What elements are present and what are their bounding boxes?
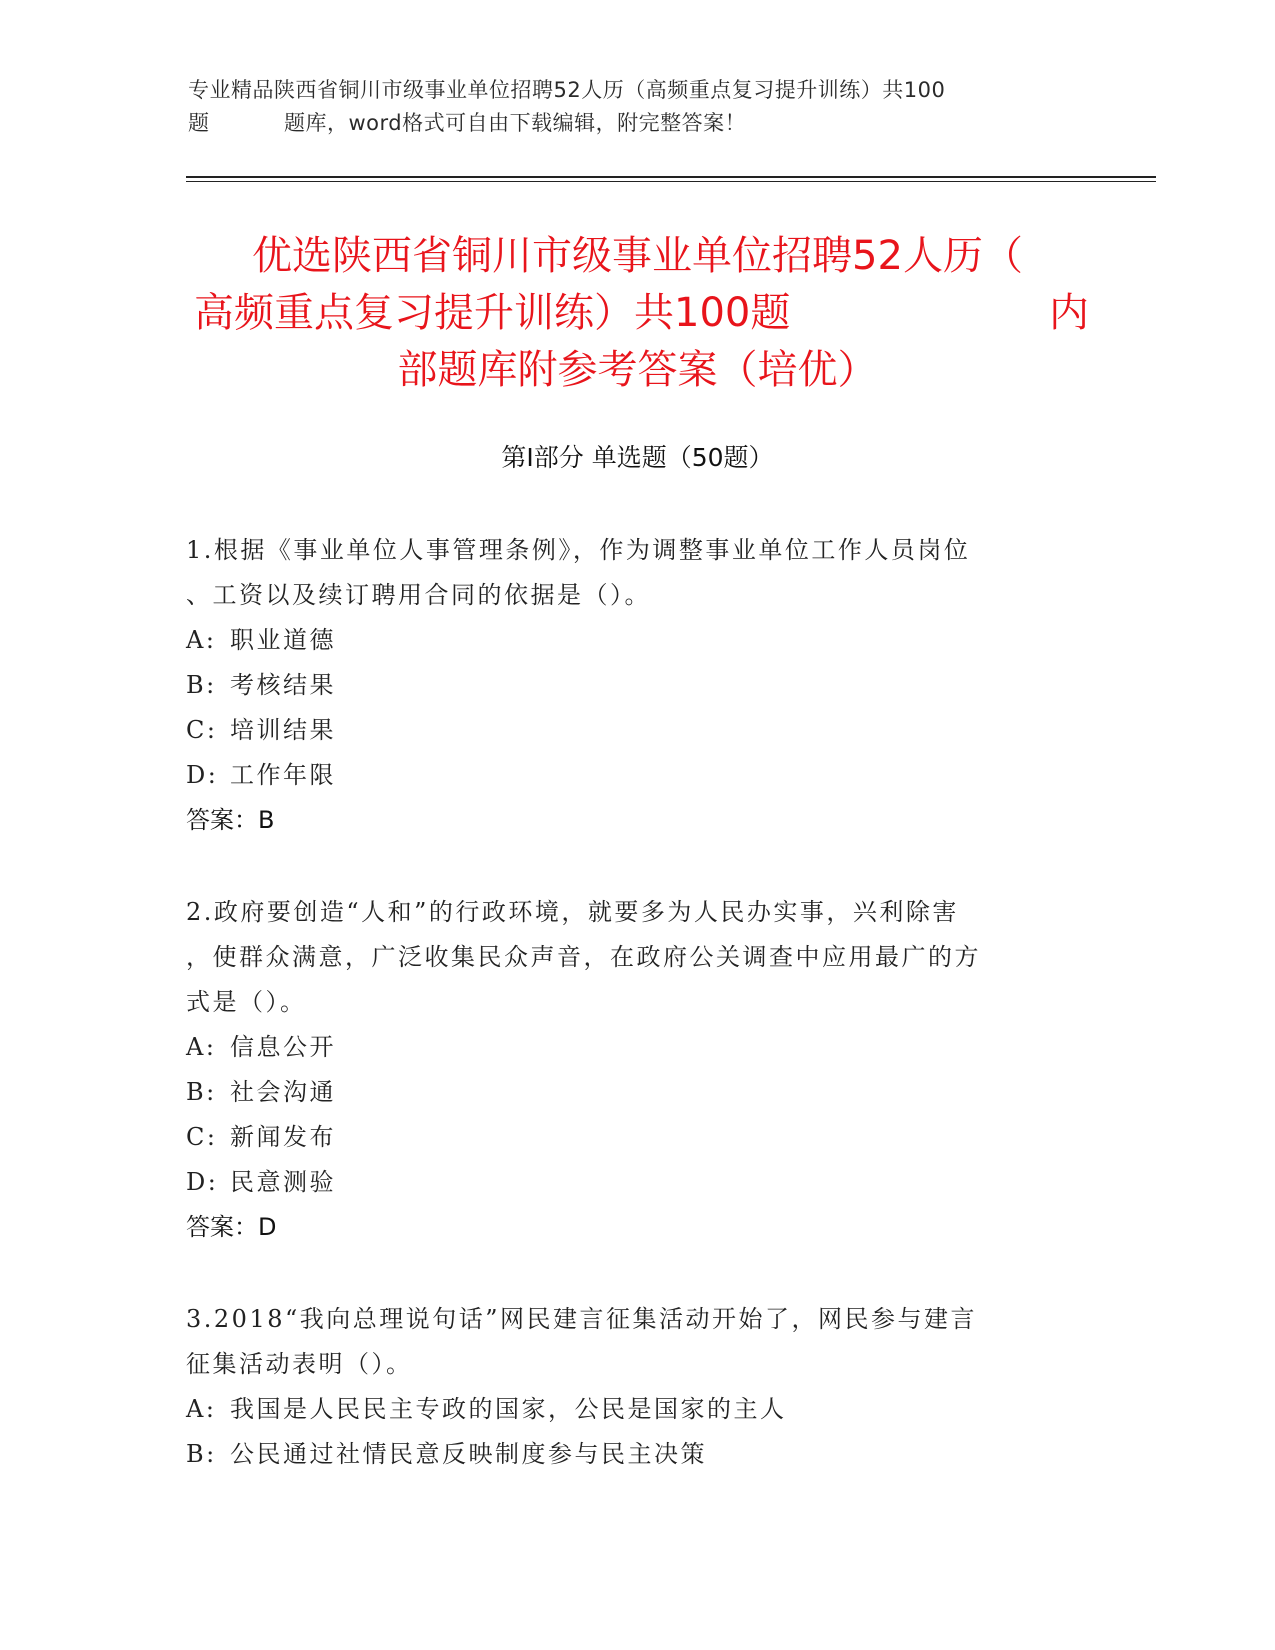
option-key: A: [186, 1395, 217, 1423]
option-a [186, 1025, 1086, 1070]
option-text: 新闻发布 [230, 1123, 336, 1151]
title-row-2-right: 内 [1049, 290, 1089, 336]
option-key: C: [186, 716, 218, 744]
header-divider-thick [186, 176, 1156, 178]
question-stem-line: 1.根据《事业单位人事管理条例》，作为调整事业单位工作人员岗位 [186, 536, 971, 564]
option-text: 公民通过社情民意反映制度参与民主决策 [230, 1440, 707, 1468]
question-2 [186, 890, 1086, 1250]
question-stem-line: 式是（）。 [186, 988, 307, 1016]
title-row-3: 部题库附参考答案（培优） [397, 347, 878, 393]
option-text: 工作年限 [230, 761, 336, 789]
header-note [188, 74, 1088, 140]
option-d [186, 753, 1086, 798]
option-text: 社会沟通 [230, 1078, 336, 1106]
option-b [186, 1432, 1086, 1477]
header-divider-thin [186, 181, 1156, 182]
option-key: D: [186, 761, 219, 789]
option-text: 民意测验 [230, 1168, 336, 1196]
option-text: 考核结果 [230, 671, 336, 699]
option-text: 信息公开 [230, 1033, 336, 1061]
header-note-line2-text: 题库，word格式可自由下载编辑，附完整答案！ [284, 111, 747, 135]
option-d [186, 1160, 1086, 1205]
option-b [186, 663, 1086, 708]
option-text: 培训结果 [230, 716, 336, 744]
option-key: B: [186, 1440, 217, 1468]
question-stem-line: 2.政府要创造“人和”的行政环境，就要多为人民办实事，兴利除害 [186, 898, 959, 926]
header-note-line2-lead: 题 [188, 111, 210, 135]
option-key: D: [186, 1168, 219, 1196]
question-list [186, 528, 1086, 1524]
option-key: B: [186, 671, 217, 699]
option-key: A: [186, 1033, 217, 1061]
option-c [186, 1115, 1086, 1160]
question-stem-line: ，使群众满意，广泛收集民众声音，在政府公关调查中应用最广的方 [186, 943, 981, 971]
header-note-line2 [188, 107, 1088, 140]
header-note-line1: 专业精品陕西省铜川市级事业单位招聘52人历（高频重点复习提升训练）共100 [188, 78, 946, 102]
title-row-1: 优选陕西省铜川市级事业单位招聘52人历（ [252, 233, 1023, 279]
title-row-2-left: 高频重点复习提升训练）共100题 [194, 290, 791, 336]
answer: 答案：B [186, 806, 275, 834]
option-b [186, 1070, 1086, 1115]
answer: 答案：D [186, 1213, 277, 1241]
option-a [186, 618, 1086, 663]
question-1 [186, 528, 1086, 843]
section-title: 第Ⅰ部分 单选题（50题） [501, 443, 774, 472]
title-row-2 [150, 285, 1125, 342]
document-title [150, 228, 1125, 399]
question-stem-line: 3.2018“我向总理说句话”网民建言征集活动开始了，网民参与建言 [186, 1305, 978, 1333]
option-text: 我国是人民民主专政的国家，公民是国家的主人 [230, 1395, 787, 1423]
option-key: A: [186, 626, 217, 654]
question-3 [186, 1297, 1086, 1477]
option-text: 职业道德 [230, 626, 336, 654]
option-a [186, 1387, 1086, 1432]
option-key: B: [186, 1078, 217, 1106]
question-stem-line: 征集活动表明（）。 [186, 1350, 413, 1378]
question-stem-line: 、工资以及续订聘用合同的依据是（）。 [186, 581, 651, 609]
option-c [186, 708, 1086, 753]
option-key: C: [186, 1123, 218, 1151]
